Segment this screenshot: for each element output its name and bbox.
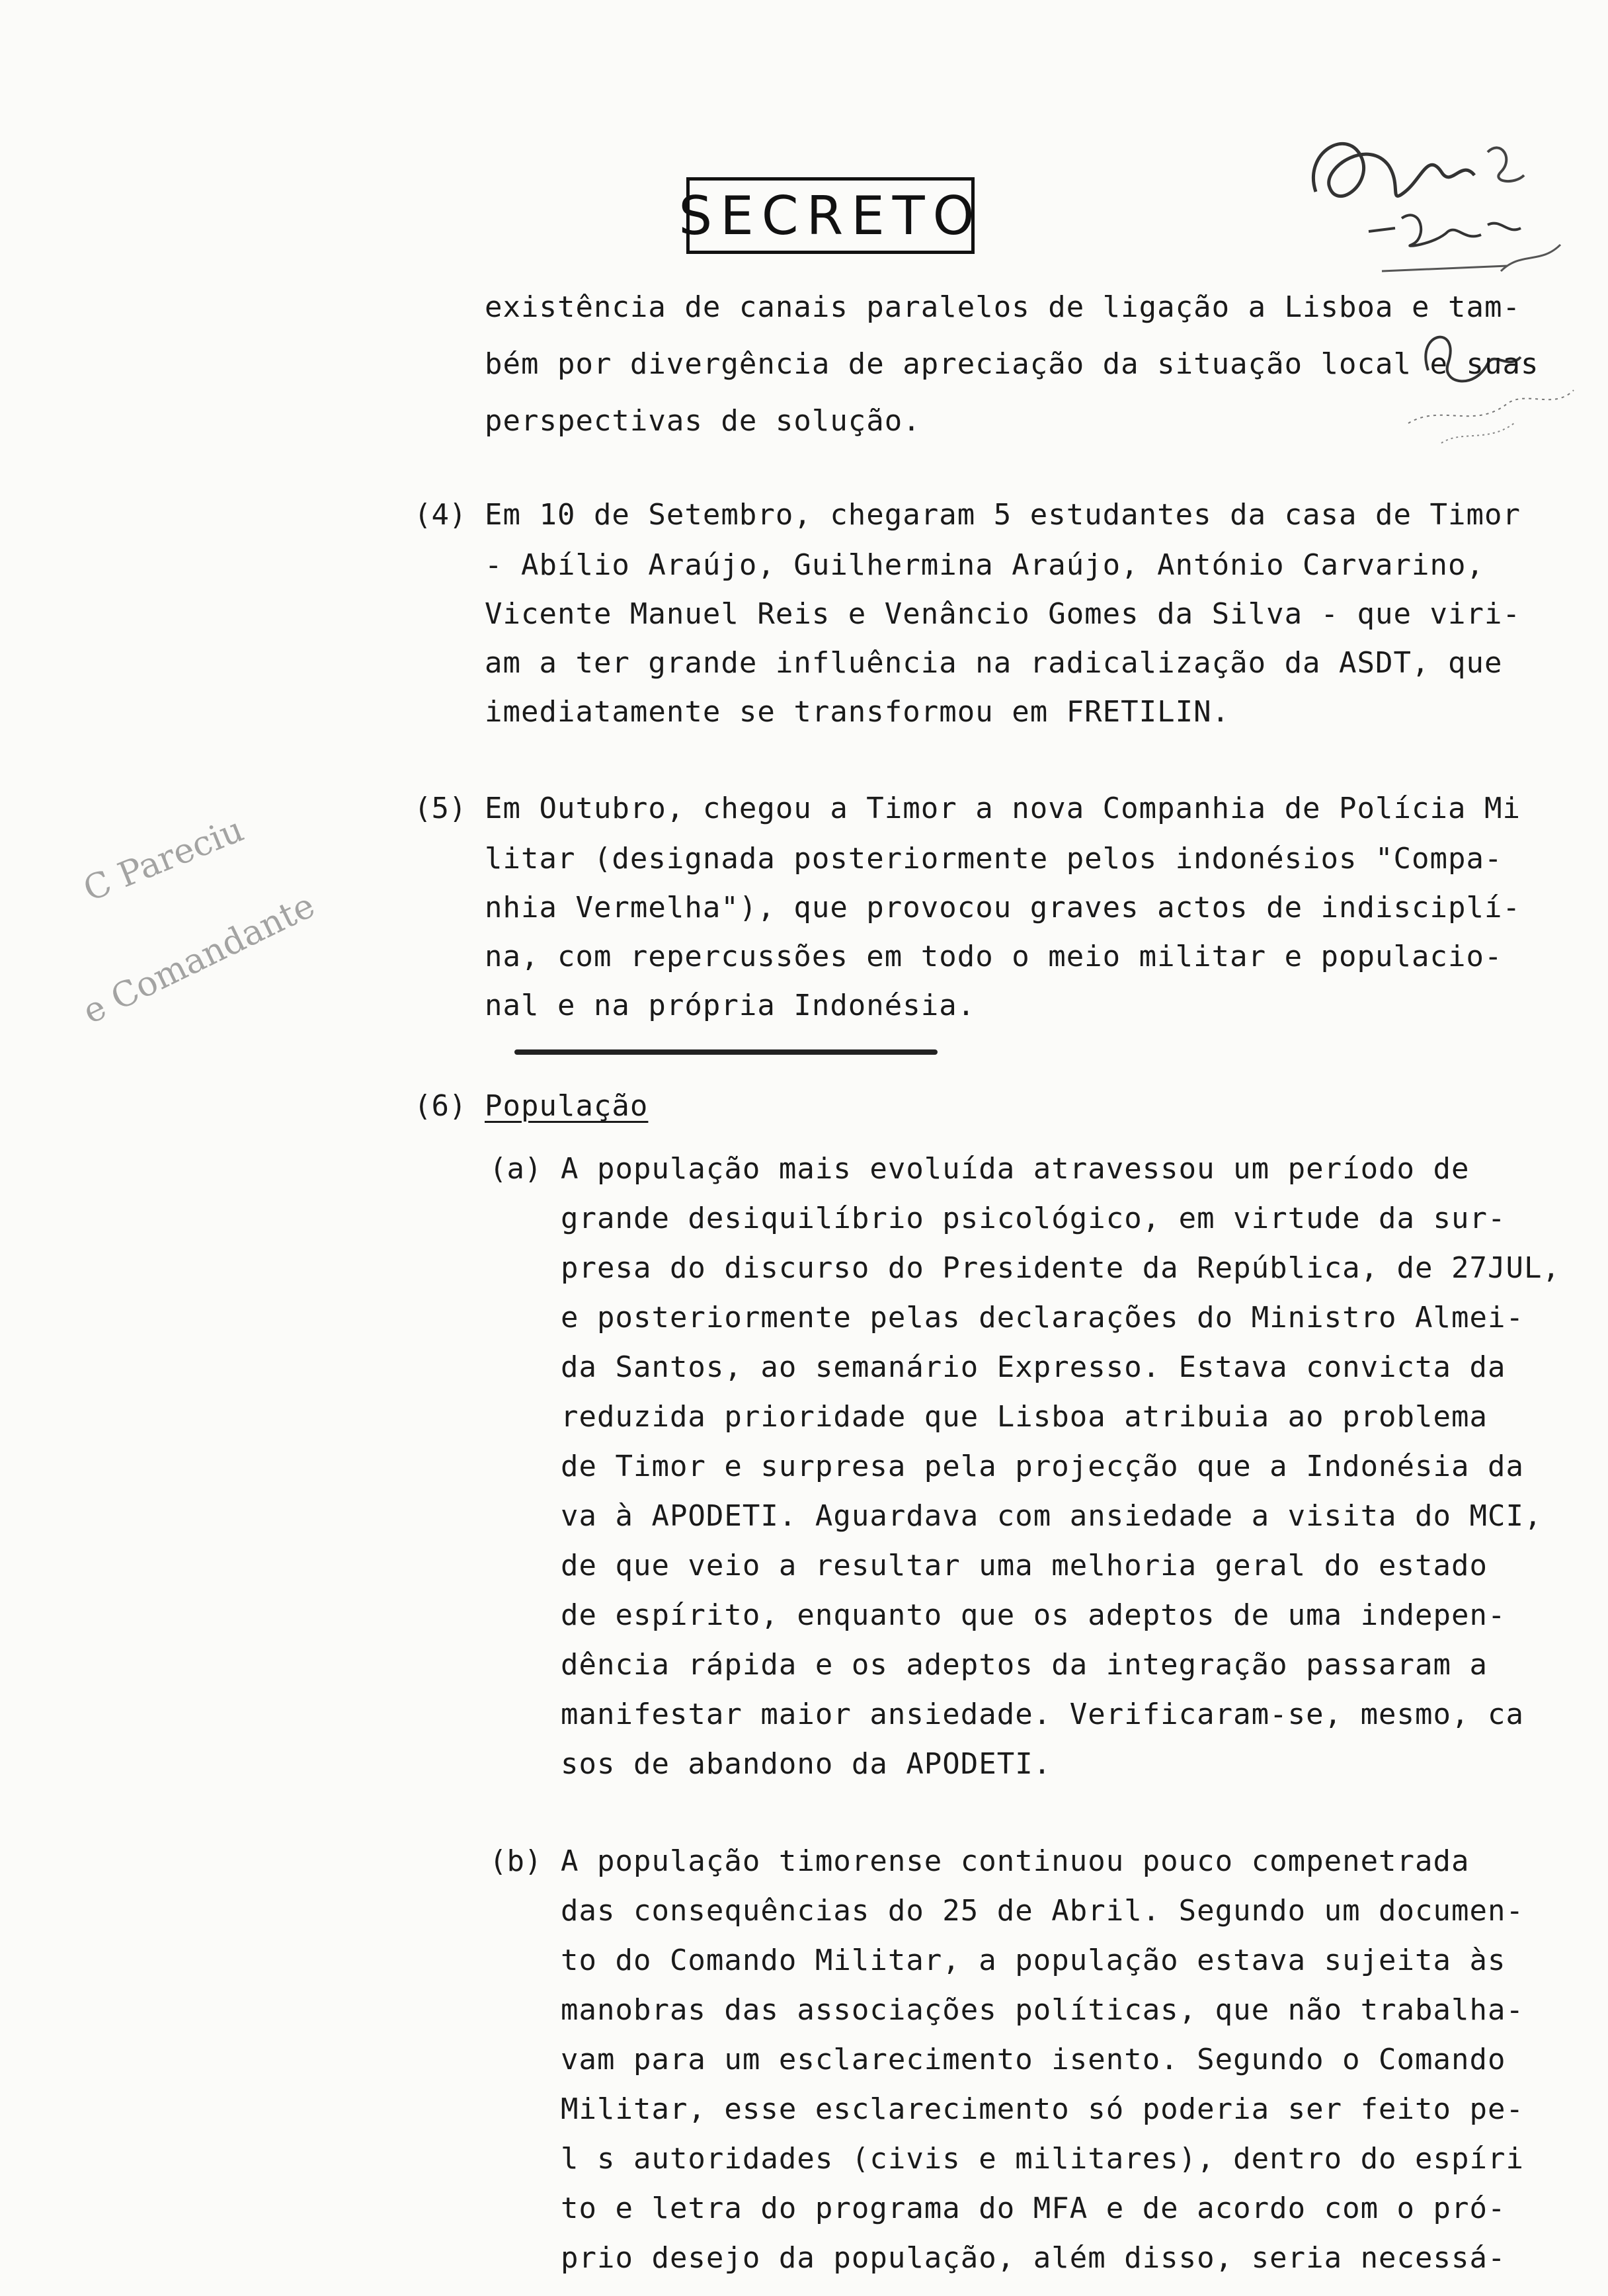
item-4-line: imediatamente se transformou em FRETILIN. <box>485 695 1230 729</box>
item-5-line: nhia Vermelha"), que provocou graves actos de indisciplí- <box>485 891 1521 924</box>
item-5-line: nal e na própria Indonésia. <box>485 989 976 1022</box>
item-5-line: litar (designada posteriormente pelos indonésios "Compa- <box>485 842 1503 876</box>
margin-note-line: C Pareciu <box>78 809 249 910</box>
sub-b-line: l s autoridades (civis e militares), dentro do espíri <box>561 2142 1524 2176</box>
item-5-number: (5) <box>414 792 467 825</box>
intro-line: existência de canais paralelos de ligação a Lisboa e tam- <box>485 290 1521 324</box>
item-4-line: am a ter grande influência na radicalização da ASDT, que <box>485 646 1503 680</box>
sub-b-line: vam para um esclarecimento isento. Segundo o Comando <box>561 2043 1506 2076</box>
item-4-line: - Abílio Araújo, Guilhermina Araújo, António Carvarino, <box>485 548 1484 582</box>
underline-mark <box>514 1049 938 1055</box>
sub-a-line: dência rápida e os adeptos da integração passaram a <box>561 1648 1488 1682</box>
secreto-stamp: SECRETO <box>686 177 975 254</box>
sub-a-line: presa do discurso do Presidente da República, de 27JUL, <box>561 1251 1560 1285</box>
sub-a-line: grande desiquilíbrio psicológico, em virtude da sur- <box>561 1202 1506 1235</box>
sub-a-label: (a) <box>489 1152 542 1186</box>
sub-b-label: (b) <box>489 1844 542 1878</box>
item-6-number: (6) <box>414 1089 467 1123</box>
sub-b-line: manobras das associações políticas, que não trabalha- <box>561 1993 1524 2027</box>
intro-line: bém por divergência de apreciação da situação local e suas <box>485 347 1539 381</box>
sub-a-line: sos de abandono da APODETI. <box>561 1747 1052 1781</box>
section-heading-populacao: População <box>485 1089 649 1123</box>
sub-a-line: da Santos, ao semanário Expresso. Estava convicta da <box>561 1350 1506 1384</box>
item-5-line: na, com repercussões em todo o meio militar e populacio- <box>485 940 1503 973</box>
sub-b-line: prio desejo da população, além disso, seria necessá- <box>561 2241 1506 2275</box>
intro-line: perspectivas de solução. <box>485 404 921 438</box>
item-5-line: Em Outubro, chegou a Timor a nova Companhia de Polícia Mi <box>485 792 1521 825</box>
item-4-number: (4) <box>414 498 467 532</box>
sub-b-line: to do Comando Militar, a população estava sujeita às <box>561 1944 1506 1977</box>
sub-b-line: das consequências do 25 de Abril. Segundo um documen- <box>561 1894 1524 1928</box>
sub-b-line: Militar, esse esclarecimento só poderia ser feito pe- <box>561 2092 1524 2126</box>
sub-a-line: e posteriormente pelas declarações do Ministro Almei- <box>561 1301 1524 1334</box>
item-4-line: Em 10 de Setembro, chegaram 5 estudantes da casa de Timor <box>485 498 1521 532</box>
sub-b-line: A população timorense continuou pouco compenetrada <box>561 1844 1470 1878</box>
margin-note-line: e Comandante <box>77 885 321 1032</box>
sub-a-line: manifestar maior ansiedade. Verificaram-se, mesmo, ca <box>561 1698 1524 1731</box>
sub-a-line: de que veio a resultar uma melhoria geral do estado <box>561 1549 1488 1582</box>
sub-a-line: de Timor e surpresa pela projecção que a Indonésia da <box>561 1450 1524 1483</box>
sub-a-line: A população mais evoluída atravessou um período de <box>561 1152 1470 1186</box>
sub-a-line: reduzida prioridade que Lisboa atribuia ao problema <box>561 1400 1488 1434</box>
sub-a-line: de espírito, enquanto que os adeptos de uma indepen- <box>561 1598 1506 1632</box>
sub-b-line: to e letra do programa do MFA e de acordo com o pró- <box>561 2192 1506 2225</box>
sub-a-line: va à APODETI. Aguardava com ansiedade a visita do MCI, <box>561 1499 1543 1533</box>
item-4-line: Vicente Manuel Reis e Venâncio Gomes da Silva - que viri- <box>485 597 1521 631</box>
